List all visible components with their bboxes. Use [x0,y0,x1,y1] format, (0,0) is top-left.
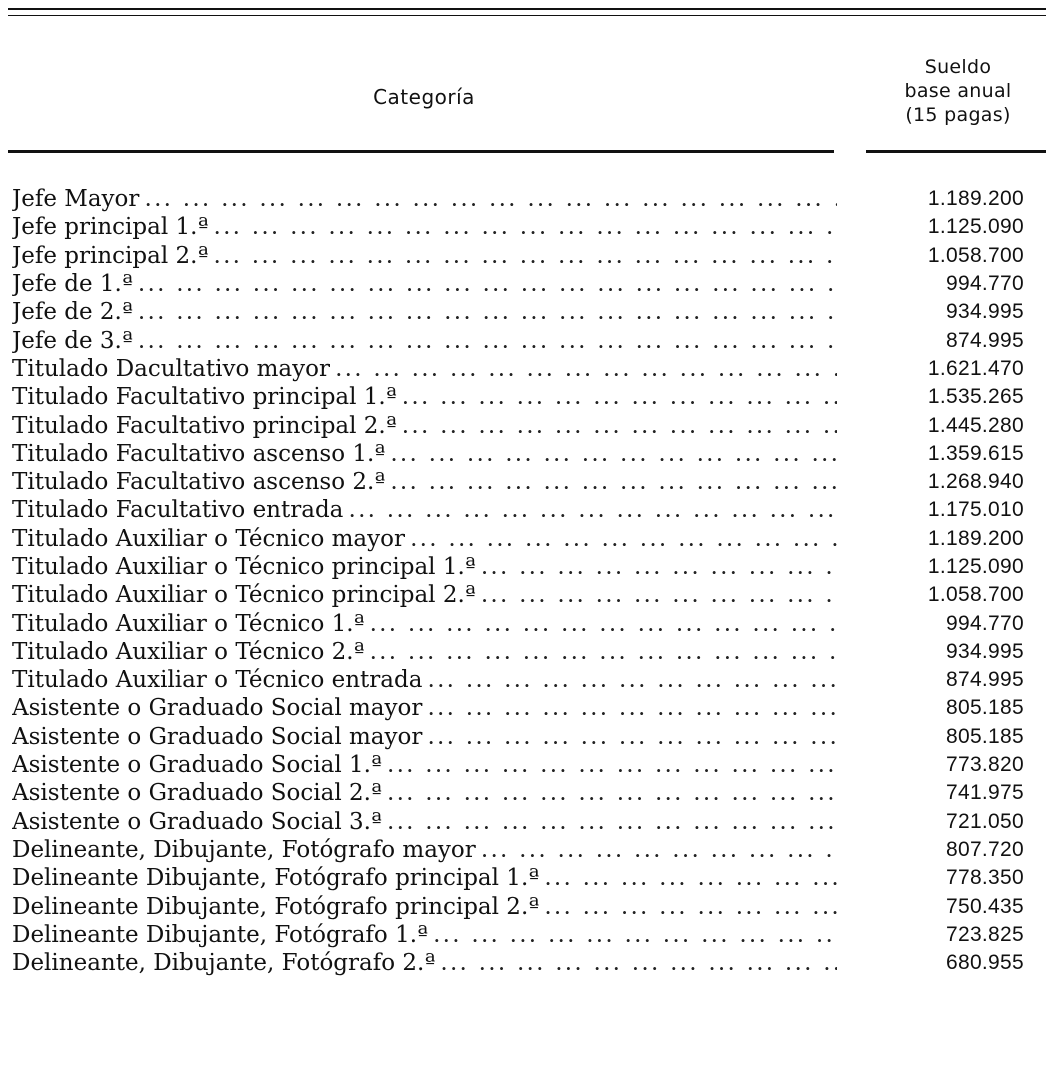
salary-value: 805.185 [945,696,1024,720]
salary-value: 1.359.615 [927,441,1024,465]
table-row [0,751,1054,779]
dot-leader [145,191,837,210]
category-cell [12,639,837,665]
salary-value: 1.621.470 [927,356,1024,380]
table-row [0,921,1054,949]
salary-value: 1.125.090 [927,215,1024,239]
salary-value: 874.995 [945,328,1024,352]
salary-value: 1.175.010 [927,498,1024,522]
salary-value: 750.435 [945,894,1024,918]
table-row [0,242,1054,270]
category-label: Titulado Auxiliar o Técnico principal 1.ª [12,554,476,580]
category-label: Asistente o Graduado Social mayor [12,723,423,750]
top-rule-thin [8,15,1046,16]
dot-leader [545,870,837,889]
category-label: Titulado Auxiliar o Técnico mayor [12,525,405,552]
salary-value: 1.445.280 [927,413,1024,437]
table-row [0,836,1054,864]
salary-value: 721.050 [945,809,1024,833]
category-label: Jefe de 3.ª [12,327,133,354]
category-cell [12,441,837,467]
category-cell [12,695,837,721]
dot-leader [336,361,837,380]
table-row [0,411,1054,439]
header-rule-category [8,150,834,153]
category-label: Asistente o Graduado Social mayor [12,695,423,722]
category-cell [12,780,837,806]
category-label: Jefe Mayor [12,186,140,213]
table-row [0,355,1054,383]
dot-leader [349,502,837,521]
table-row [0,298,1054,326]
category-cell [12,526,837,552]
category-cell [12,809,837,835]
category-label: Jefe principal 2.ª [12,242,209,269]
dot-leader [434,927,837,946]
salary-value: 994.770 [945,272,1024,296]
category-cell [12,413,837,439]
category-label: Titulado Facultativo entrada [12,497,344,524]
table-row [0,496,1054,524]
salary-value: 874.995 [945,668,1024,692]
category-cell [12,384,837,410]
table-row [0,666,1054,694]
category-label: Jefe de 1.ª [12,271,133,298]
salary-value: 778.350 [945,866,1024,890]
dot-leader [370,616,837,635]
category-cell [12,214,837,240]
category-label: Titulado Facultativo principal 2.ª [12,412,397,439]
salary-value: 1.189.200 [927,187,1024,211]
category-label: Titulado Facultativo ascenso 1.ª [12,440,386,467]
table-row [0,440,1054,468]
dot-leader [482,559,837,578]
salary-value: 934.995 [945,639,1024,663]
dot-leader [428,729,837,748]
category-cell [12,667,837,693]
salary-table-body [0,185,1054,977]
category-cell [12,243,837,269]
table-row [0,638,1054,666]
dot-leader [214,248,837,267]
dot-leader [411,531,837,550]
salary-value: 723.825 [945,922,1024,946]
category-label: Delineante Dibujante, Fotógrafo principal 2.ª [12,893,540,920]
salary-value: 1.058.700 [927,583,1024,607]
category-cell [12,469,837,495]
table-row [0,553,1054,581]
dot-leader [391,446,837,465]
category-cell [12,328,837,354]
dot-leader [403,418,837,437]
category-cell [12,724,837,750]
category-cell [12,582,837,608]
salary-header-line-3: (15 pagas) [905,104,1011,126]
category-cell [12,497,837,523]
category-cell [12,950,837,976]
category-cell [12,299,837,325]
table-row [0,694,1054,722]
category-label: Jefe de 2.ª [12,299,133,326]
salary-value: 805.185 [945,724,1024,748]
salary-value: 994.770 [945,611,1024,635]
category-label: Delineante, Dibujante, Fotógrafo 2.ª [12,950,436,977]
dot-leader [482,842,837,861]
salary-value: 1.125.090 [927,555,1024,578]
table-row [0,185,1054,213]
table-row [0,892,1054,920]
category-label: Titulado Dacultativo mayor [12,355,330,382]
column-header-salary [862,55,1054,127]
table-row [0,383,1054,411]
dot-leader [370,644,837,663]
top-rule-thick [8,8,1046,10]
dot-leader [139,304,837,323]
dot-leader [388,785,837,804]
dot-leader [428,700,837,719]
category-label: Titulado Facultativo principal 1.ª [12,384,397,411]
dot-leader [482,587,837,606]
table-row [0,213,1054,241]
category-label: Jefe principal 1.ª [12,214,209,241]
column-header-category: Categoría [373,85,475,109]
salary-header-line-1: Sueldo [924,56,992,78]
category-label: Titulado Facultativo ascenso 2.ª [12,469,386,496]
category-label: Delineante Dibujante, Fotógrafo principal 1.ª [12,865,540,892]
salary-value: 741.975 [945,781,1024,805]
salary-value: 680.955 [945,951,1024,975]
salary-value: 1.535.265 [927,385,1024,409]
category-label: Titulado Auxiliar o Técnico 1.ª [12,610,365,637]
table-row [0,326,1054,354]
table-row [0,581,1054,609]
table-row [0,808,1054,836]
category-label: Asistente o Graduado Social 2.ª [12,780,382,807]
dot-leader [388,757,837,776]
dot-leader [545,899,837,918]
salary-value: 807.720 [945,837,1024,861]
category-label: Delineante, Dibujante, Fotógrafo mayor [12,836,476,863]
dot-leader [214,219,837,238]
table-row [0,270,1054,298]
category-cell [12,752,837,778]
table-row [0,609,1054,637]
dot-leader [428,672,837,691]
salary-value: 1.058.700 [927,243,1024,267]
category-label: Titulado Auxiliar o Técnico 2.ª [12,638,365,665]
category-cell [12,554,837,580]
category-cell [12,611,837,637]
salary-value: 1.189.200 [927,526,1024,550]
category-cell [12,186,837,212]
category-cell [12,894,837,920]
table-row [0,864,1054,892]
dot-leader [403,389,837,408]
dot-leader [441,955,837,974]
dot-leader [391,474,837,493]
category-label: Delineante Dibujante, Fotógrafo 1.ª [12,921,428,948]
category-cell [12,865,837,891]
header-rule-salary [866,150,1046,153]
category-cell [12,271,837,297]
table-row [0,468,1054,496]
category-label: Titulado Auxiliar o Técnico entrada [12,667,423,694]
table-row [0,525,1054,553]
dot-leader [139,333,837,352]
table-row [0,723,1054,751]
salary-value: 1.268.940 [927,470,1024,494]
salary-header-line-2: base anual [904,80,1012,102]
category-label: Asistente o Graduado Social 3.ª [12,808,382,835]
salary-value: 773.820 [945,753,1024,777]
dot-leader [139,276,837,295]
table-row [0,949,1054,977]
category-label: Asistente o Graduado Social 1.ª [12,752,382,779]
dot-leader [388,814,837,833]
category-label: Titulado Auxiliar o Técnico principal 2.ª [12,582,476,609]
salary-value: 934.995 [945,300,1024,324]
category-cell [12,922,837,948]
table-row [0,779,1054,807]
category-cell [12,356,837,382]
category-cell [12,837,837,863]
